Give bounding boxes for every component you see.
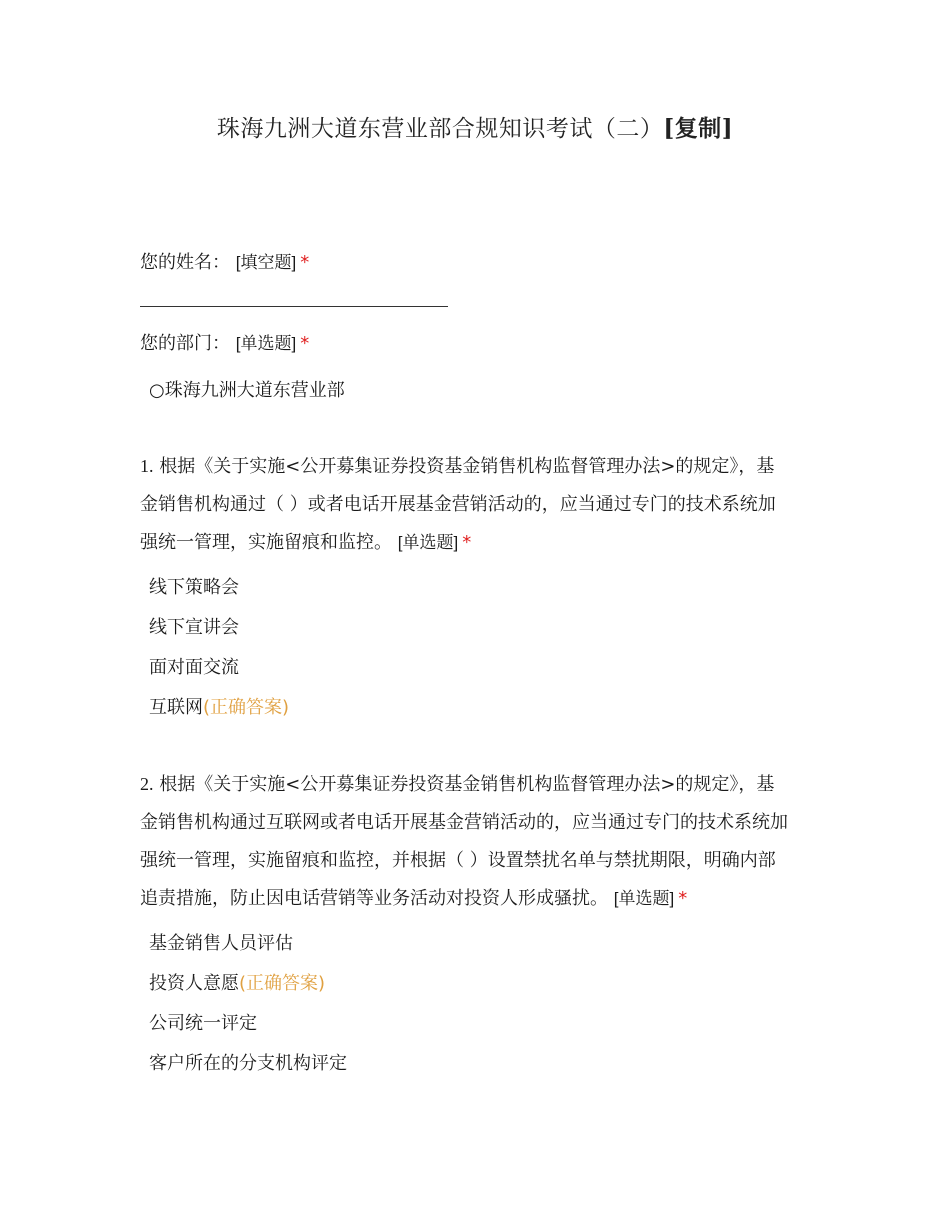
correct-answer-mark: (正确答案) [203,697,290,718]
correct-answer-mark: (正确答案) [239,973,326,994]
question-text: 强统一管理，实施留痕和监控。 [140,532,392,553]
option-label: ○珠海九洲大道东营业部 [149,380,345,401]
question-2-line-1 [140,765,820,804]
question-text: 根据《关于实施<公开募集证券投资基金销售机构监督管理办法>的规定》，基 [159,456,775,477]
title-text: 珠海九洲大道东营业部合规知识考试（二） [216,116,664,142]
required-mark: * [462,532,472,553]
question-number: 2. [140,774,154,794]
question-2-line-2: 金销售机构通过互联网或者电话开展基金营销活动的，应当通过专门的技术系统加 [140,812,788,833]
question-1-line-1 [140,447,820,486]
page-title [0,110,950,143]
option-label: 互联网 [149,697,203,718]
q2-option-c[interactable] [149,1012,257,1036]
department-option[interactable] [149,379,345,403]
title-copy-suffix: [复制] [663,115,734,142]
question-2-line-4 [140,880,820,918]
q1-option-b[interactable] [149,616,239,640]
option-label: 投资人意愿 [149,973,239,994]
required-mark: * [678,888,688,909]
name-question-type: [填空题] [235,253,297,272]
required-mark: * [300,333,310,354]
q1-option-a[interactable] [149,576,239,600]
required-mark: * [300,252,310,273]
question-text: 根据《关于实施<公开募集证券投资基金销售机构监督管理办法>的规定》，基 [159,774,775,795]
question-number: 1. [140,456,154,476]
q2-option-b[interactable] [149,972,325,996]
q2-option-d[interactable] [149,1052,347,1076]
department-question-type: [单选题] [235,334,297,353]
question-type: [单选题] [613,889,675,908]
department-question [140,325,820,363]
question-2 [140,765,820,918]
question-2-line-3: 强统一管理，实施留痕和监控，并根据（ ）设置禁扰名单与禁扰期限，明确内部 [140,850,776,871]
option-label: 线下策略会 [149,577,239,598]
question-1-line-3 [140,524,820,562]
question-text: 追责措施，防止因电话营销等业务活动对投资人形成骚扰。 [140,888,608,909]
option-label: 客户所在的分支机构评定 [149,1053,347,1074]
question-1 [140,447,820,562]
question-1-line-2: 金销售机构通过（ ）或者电话开展基金营销活动的，应当通过专门的技术系统加 [140,494,776,515]
q2-option-a[interactable] [149,932,293,956]
department-label: 您的部门： [140,333,230,354]
question-type: [单选题] [397,533,459,552]
name-question [140,244,820,282]
option-label: 基金销售人员评估 [149,933,293,954]
option-label: 面对面交流 [149,657,239,678]
name-label: 您的姓名： [140,252,230,273]
name-input-line[interactable] [140,306,448,307]
option-label: 公司统一评定 [149,1013,257,1034]
q1-option-d[interactable] [149,696,289,720]
option-label: 线下宣讲会 [149,617,239,638]
q1-option-c[interactable] [149,656,239,680]
